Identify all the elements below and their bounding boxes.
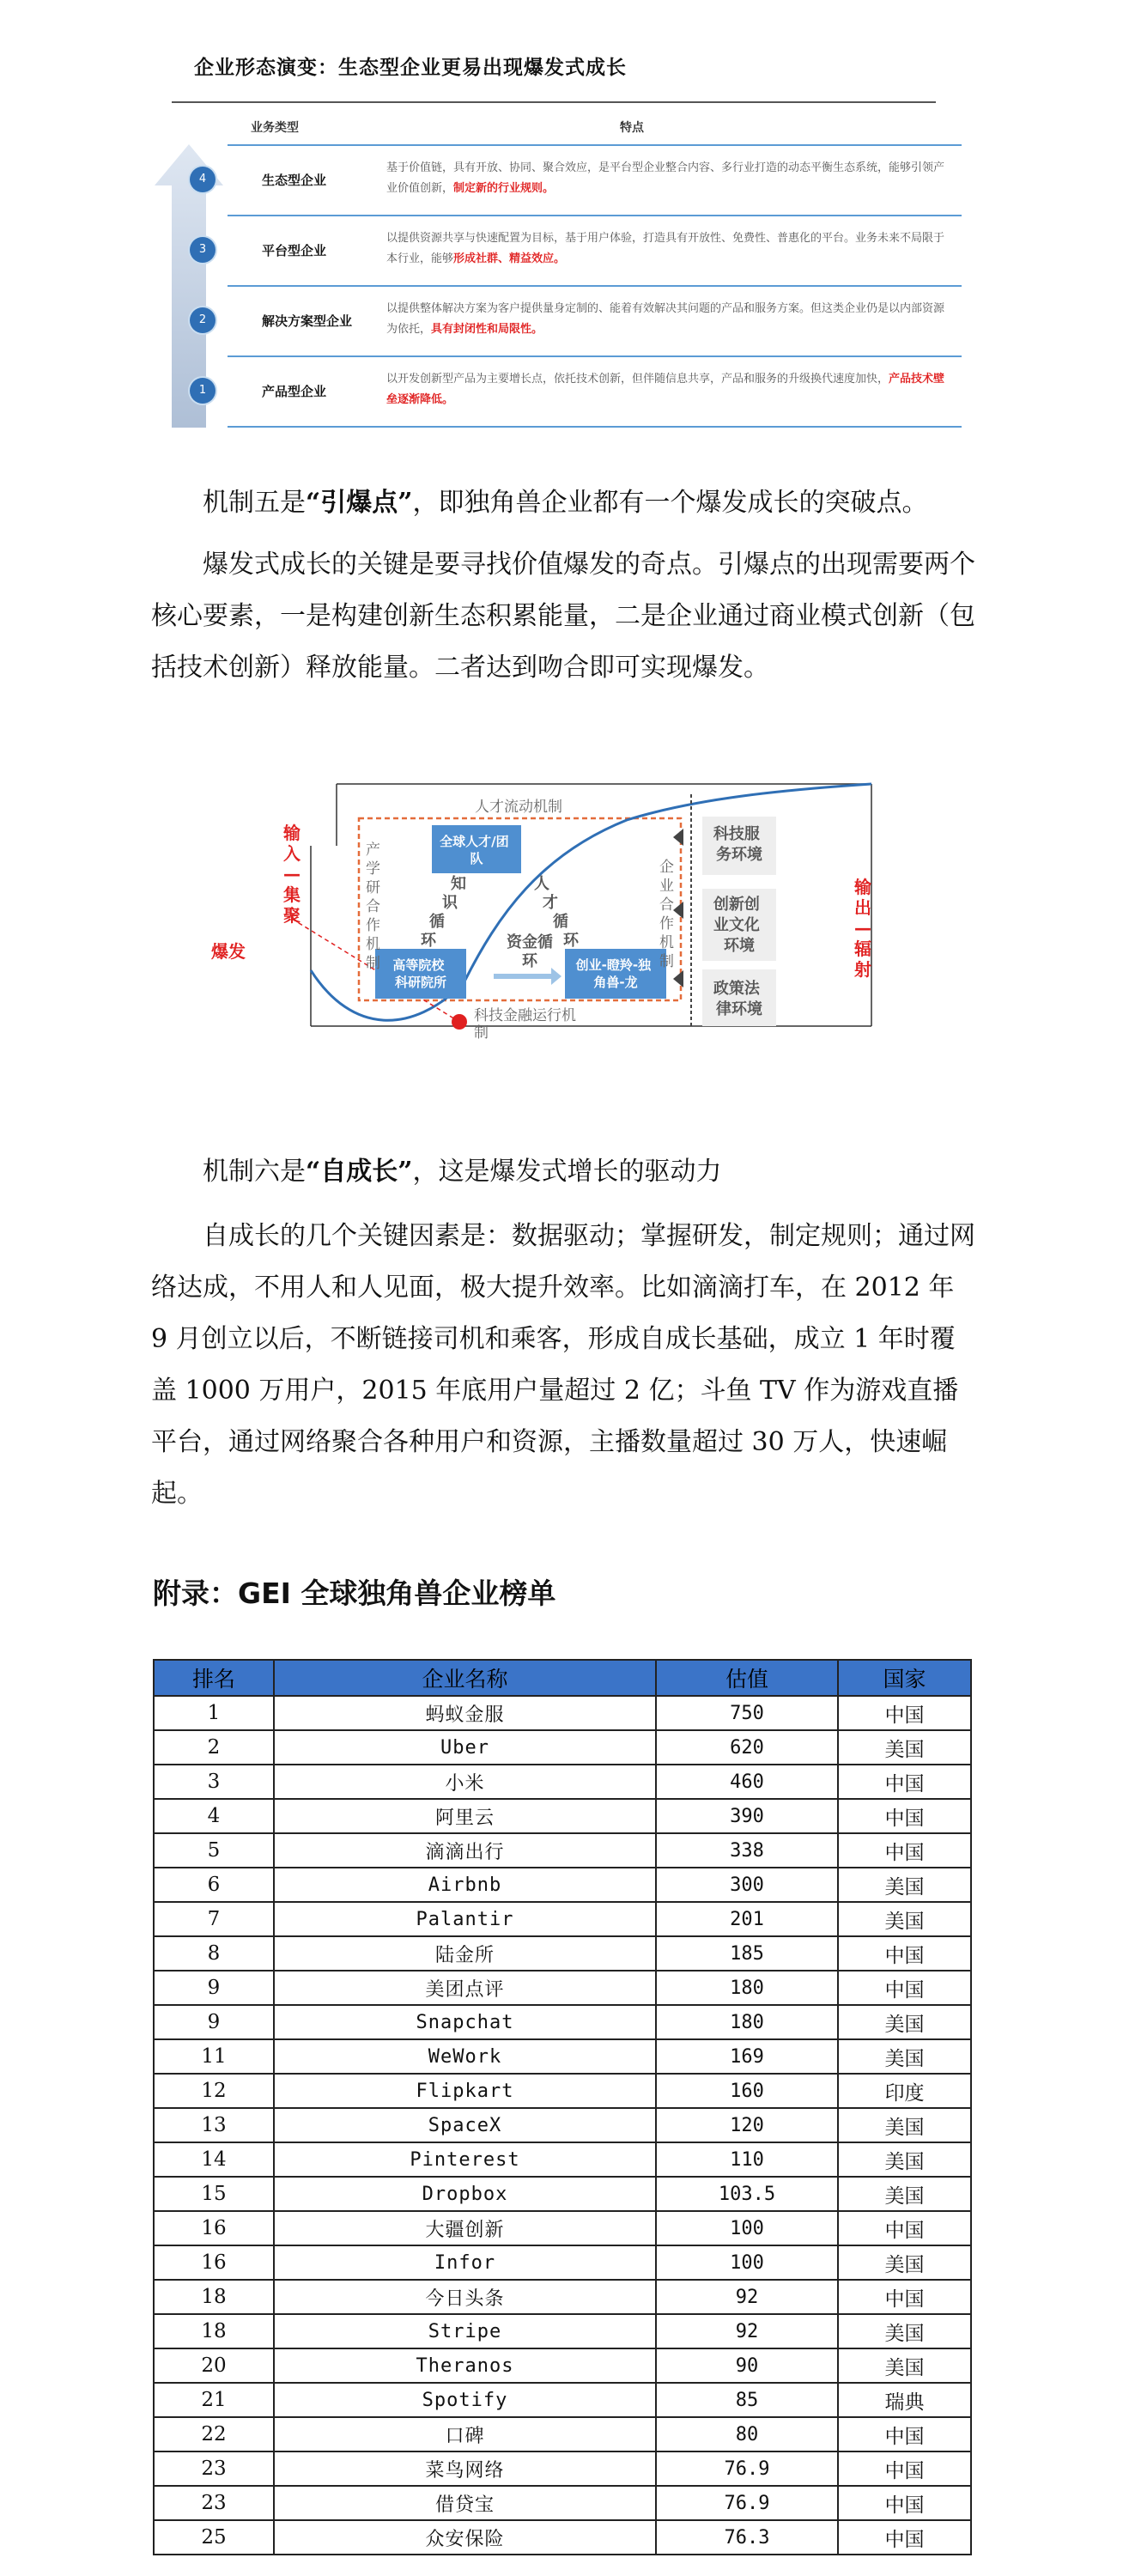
- table-row: [154, 2005, 971, 2039]
- cell-valuation: 338: [656, 1833, 838, 1868]
- paragraph-burst-growth: 爆发式成长的关键是要寻找价值爆发的奇点。引爆点的出现需要两个核心要素，一是构建创新生态积累能量，二是企业通过商业模式创新（包括技术创新）释放能量。二者达到吻合即可实现爆发。: [151, 550, 975, 683]
- cell-country: 中国: [838, 1799, 971, 1833]
- svg-text:创新创 业文化 环境: 创新创 业文化 环境: [713, 896, 760, 955]
- cell-valuation: 185: [656, 1936, 838, 1971]
- cell-country: 美国: [838, 2348, 971, 2383]
- table-row: [154, 2074, 971, 2108]
- tier-description: 基于价值链，具有开放、协同、聚合效应，是平台型企业整合内容、多行业打造的动态平衡生态系统，能够引领产业价值创新，制定新的行业规则。: [386, 161, 945, 195]
- cell-country: 中国: [838, 2211, 971, 2245]
- cell-company: 陆金所: [274, 1936, 656, 1971]
- cell-company: 滴滴出行: [274, 1833, 656, 1868]
- talent-flow-label: 人才流动机制: [475, 799, 562, 816]
- cell-country: 美国: [838, 1902, 971, 1936]
- table-row: [154, 2348, 971, 2383]
- global-talent-box: 全球人才/团: [440, 834, 509, 849]
- cell-company: Dropbox: [274, 2177, 656, 2211]
- knowledge-loop-label: 知: [451, 875, 466, 893]
- cell-rank: 16: [154, 2211, 274, 2245]
- cell-company: 阿里云: [274, 1799, 656, 1833]
- table-row: [154, 1936, 971, 1971]
- cell-company: Uber: [274, 1730, 656, 1765]
- svg-text:输 出 — 辐 射: 输 出 — 辐 射: [854, 877, 871, 980]
- cell-valuation: 110: [656, 2142, 838, 2177]
- table-row: [154, 1765, 971, 1799]
- table-row: [154, 1971, 971, 2005]
- tier-number-badge: 2: [190, 307, 215, 333]
- cell-country: 美国: [838, 2177, 971, 2211]
- cell-company: Spotify: [274, 2383, 656, 2417]
- cell-company: 大疆创新: [274, 2211, 656, 2245]
- burst-label: 爆发: [211, 941, 246, 962]
- table-row: [154, 2211, 971, 2245]
- table-row: [154, 1799, 971, 1833]
- cell-valuation: 100: [656, 2245, 838, 2280]
- cell-valuation: 620: [656, 1730, 838, 1765]
- table-row: [154, 1696, 971, 1730]
- cell-rank: 3: [154, 1765, 274, 1799]
- cell-valuation: 100: [656, 2211, 838, 2245]
- table-row: [154, 1833, 971, 1868]
- cell-valuation: 390: [656, 1799, 838, 1833]
- cell-country: 美国: [838, 2005, 971, 2039]
- cell-valuation: 180: [656, 2005, 838, 2039]
- svg-text:知 识 循 环: 知 识 循 环: [421, 875, 466, 950]
- tier-highlight: 形成社群、精益效应。: [453, 252, 566, 265]
- svg-text:创业-瞪羚-独 角兽-龙: 创业-瞪羚-独 角兽-龙: [575, 957, 652, 990]
- figure1-bottom-rule: [228, 426, 962, 428]
- tier-row-solution: [198, 285, 962, 357]
- cell-rank: 20: [154, 2348, 274, 2383]
- appendix-title: 附录：GEI 全球独角兽企业榜单: [153, 1577, 556, 1610]
- cell-country: 美国: [838, 2108, 971, 2142]
- figure1-header-type: 业务类型: [251, 121, 299, 135]
- cell-valuation: 180: [656, 1971, 838, 2005]
- capital-loop-label: 资金循: [507, 933, 553, 951]
- cell-valuation: 120: [656, 2108, 838, 2142]
- tier-row-product: [198, 355, 962, 428]
- paragraph-self-growth: 自成长的几个关键因素是：数据驱动；掌握研发，制定规则；通过网络达成，不用人和人见面，极大提升效率。比如滴滴打车，在 2012 年 9 月创立以后，不断链接司机和乘客，形成自成长基础，成立 1 年时覆盖 1000 万用户，2015 年底用户量超过 2 亿；斗鱼 TV 作为游戏直播平台，通过网络聚合各种用户和资源，主播数量超过 30 万人，快速崛起。: [151, 1221, 975, 1509]
- cell-rank: 23: [154, 2486, 274, 2520]
- cell-valuation: 76.3: [656, 2520, 838, 2555]
- tier-row-platform: [198, 215, 962, 287]
- table-row: [154, 1730, 971, 1765]
- cell-valuation: 90: [656, 2348, 838, 2383]
- tier-description: 以提供整体解决方案为客户提供量身定制的、能着有效解决其问题的产品和服务方案。但这类企业仍是以内部资源为依托，具有封闭性和局限性。: [386, 302, 945, 336]
- cell-country: 美国: [838, 2142, 971, 2177]
- cell-company: 小米: [274, 1765, 656, 1799]
- env-tech-service: 科技服: [713, 825, 760, 843]
- cell-valuation: 169: [656, 2039, 838, 2074]
- table-row: [154, 2245, 971, 2280]
- cell-country: 美国: [838, 2245, 971, 2280]
- tier-number-badge: 1: [190, 378, 215, 404]
- industry-academia-label: 产: [366, 841, 380, 859]
- cell-country: 中国: [838, 1833, 971, 1868]
- cell-country: 美国: [838, 2314, 971, 2348]
- tier-number-badge: 4: [190, 167, 215, 192]
- svg-text:企 业 合 作 机: 企 业 合 作 机 制: [659, 859, 674, 970]
- figure1-header-feature: 特点: [620, 121, 644, 135]
- cell-country: 中国: [838, 1936, 971, 1971]
- cell-valuation: 80: [656, 2417, 838, 2451]
- cell-country: 中国: [838, 2486, 971, 2520]
- cell-valuation: 76.9: [656, 2451, 838, 2486]
- tier-number-badge: 3: [190, 237, 215, 263]
- tier-name: 产品型企业: [262, 384, 327, 399]
- enterprise-coop-label: 企: [659, 859, 674, 876]
- cell-company: Palantir: [274, 1902, 656, 1936]
- fintech-label: 科技金融运行机: [474, 1007, 576, 1024]
- paragraph-mechanism-five: 机制五是“引爆点”，即独角兽企业都有一个爆发成长的突破点。: [203, 488, 928, 518]
- cell-company: Theranos: [274, 2348, 656, 2383]
- table-row: [154, 1902, 971, 1936]
- tier-name: 生态型企业: [262, 173, 327, 188]
- table-row: [154, 2280, 971, 2314]
- svg-text:科技金融运行机 制: 科技金融运行机 制: [474, 1007, 576, 1042]
- table-row: [154, 2314, 971, 2348]
- cell-company: Airbnb: [274, 1868, 656, 1902]
- cell-rank: 16: [154, 2245, 274, 2280]
- cell-rank: 1: [154, 1696, 274, 1730]
- table-row: [154, 1868, 971, 1902]
- cell-company: 蚂蚁金服: [274, 1696, 656, 1730]
- tier-highlight: 制定新的行业规则。: [453, 182, 555, 195]
- svg-text:科技服 务环境: 科技服 务环境: [713, 825, 762, 864]
- cell-valuation: 92: [656, 2280, 838, 2314]
- cell-company: 美团点评: [274, 1971, 656, 2005]
- cell-rank: 23: [154, 2451, 274, 2486]
- cell-valuation: 201: [656, 1902, 838, 1936]
- cell-country: 中国: [838, 2280, 971, 2314]
- column-header-company: 企业名称: [274, 1660, 656, 1696]
- cell-country: 中国: [838, 1765, 971, 1799]
- cell-valuation: 750: [656, 1696, 838, 1730]
- cell-company: 口碑: [274, 2417, 656, 2451]
- svg-text:资金循 环: 资金循 环: [507, 933, 553, 970]
- cell-company: Snapchat: [274, 2005, 656, 2039]
- cell-valuation: 160: [656, 2074, 838, 2108]
- cell-rank: 7: [154, 1902, 274, 1936]
- column-header-rank: 排名: [154, 1660, 274, 1696]
- startups-box: 创业-瞪羚-独: [575, 957, 652, 973]
- cell-rank: 12: [154, 2074, 274, 2108]
- column-header-country: 国家: [838, 1660, 971, 1696]
- cell-company: SpaceX: [274, 2108, 656, 2142]
- cell-rank: 22: [154, 2417, 274, 2451]
- cell-company: 众安保险: [274, 2520, 656, 2555]
- cell-rank: 9: [154, 1971, 274, 2005]
- table-row: [154, 2142, 971, 2177]
- cell-rank: 25: [154, 2520, 274, 2555]
- cell-valuation: 76.9: [656, 2486, 838, 2520]
- cell-rank: 2: [154, 1730, 274, 1765]
- cell-company: 今日头条: [274, 2280, 656, 2314]
- column-header-valuation: 估值: [656, 1660, 838, 1696]
- cell-rank: 14: [154, 2142, 274, 2177]
- cell-valuation: 103.5: [656, 2177, 838, 2211]
- cell-valuation: 460: [656, 1765, 838, 1799]
- cell-rank: 13: [154, 2108, 274, 2142]
- table-row: [154, 2039, 971, 2074]
- table-row: [154, 2451, 971, 2486]
- cell-country: 中国: [838, 1971, 971, 2005]
- cell-rank: 18: [154, 2280, 274, 2314]
- cell-company: 菜鸟网络: [274, 2451, 656, 2486]
- svg-text:高等院校 科研院所: 高等院校 科研院所: [392, 957, 447, 990]
- cell-company: Infor: [274, 2245, 656, 2280]
- cell-valuation: 300: [656, 1868, 838, 1902]
- input-label-char: 输: [283, 823, 300, 843]
- cell-rank: 11: [154, 2039, 274, 2074]
- cell-country: 中国: [838, 2451, 971, 2486]
- cell-company: Stripe: [274, 2314, 656, 2348]
- cell-company: Flipkart: [274, 2074, 656, 2108]
- table-row: [154, 2417, 971, 2451]
- tier-name: 解决方案型企业: [262, 313, 353, 329]
- env-innovation-culture: 创新创: [713, 896, 760, 914]
- table-header-row: [154, 1660, 971, 1696]
- cell-country: 中国: [838, 2520, 971, 2555]
- svg-text:全球人才/团 队: 全球人才/团 队: [440, 834, 509, 866]
- cell-country: 美国: [838, 1730, 971, 1765]
- output-label-char: 输: [854, 877, 871, 897]
- env-policy-law: 政策法: [713, 980, 760, 998]
- tier-name: 平台型企业: [262, 243, 327, 258]
- cell-company: WeWork: [274, 2039, 656, 2074]
- cell-country: 美国: [838, 1868, 971, 1902]
- tier-highlight: 产品技术壁垒逐渐降低。: [386, 373, 945, 406]
- figure1-divider: [172, 101, 936, 103]
- tier-row-ecosystem: [198, 144, 962, 216]
- cell-rank: 8: [154, 1936, 274, 1971]
- cell-valuation: 92: [656, 2314, 838, 2348]
- svg-text:输 入 — 集 聚: 输 入 — 集 聚: [283, 823, 300, 926]
- cell-rank: 21: [154, 2383, 274, 2417]
- cell-rank: 6: [154, 1868, 274, 1902]
- svg-text:政策法 律环境: 政策法 律环境: [713, 980, 762, 1018]
- cell-rank: 18: [154, 2314, 274, 2348]
- cell-country: 印度: [838, 2074, 971, 2108]
- tier-description: 以开发创新型产品为主要增长点，依托技术创新，但伴随信息共享，产品和服务的升级换代速度加快，产品技术壁垒逐渐降低。: [386, 373, 945, 406]
- cell-company: 借贷宝: [274, 2486, 656, 2520]
- figure1-title: 企业形态演变：生态型企业更易出现爆发式成长: [194, 56, 627, 79]
- unicorn-ranking-table: [153, 1659, 972, 2555]
- talent-loop-label: 人: [534, 875, 549, 893]
- svg-text:产 学 研 合 作: 产 学 研 合 作 机 制: [366, 841, 380, 972]
- universities-box: 高等院校: [392, 957, 445, 973]
- cell-company: Pinterest: [274, 2142, 656, 2177]
- cell-valuation: 85: [656, 2383, 838, 2417]
- table-row: [154, 2177, 971, 2211]
- table-row: [154, 2108, 971, 2142]
- paragraph-mechanism-six: 机制六是“自成长”，这是爆发式增长的驱动力: [203, 1157, 722, 1187]
- tier-description: 以提供资源共享与快速配置为目标，基于用户体验，打造具有开放性、免费性、普惠化的平台。业务未来不局限于本行业，能够形成社群、精益效应。: [386, 232, 945, 265]
- burst-growth-diagram: [211, 777, 884, 1060]
- cell-country: 美国: [838, 2039, 971, 2074]
- cell-country: 中国: [838, 1696, 971, 1730]
- cell-rank: 4: [154, 1799, 274, 1833]
- svg-text:人 才 循 环: 人 才 循 环: [534, 875, 579, 950]
- tier-highlight: 具有封闭性和局限性。: [431, 323, 543, 336]
- cell-country: 中国: [838, 2417, 971, 2451]
- cell-rank: 15: [154, 2177, 274, 2211]
- cell-rank: 5: [154, 1833, 274, 1868]
- table-row: [154, 2486, 971, 2520]
- table-row: [154, 2383, 971, 2417]
- cell-rank: 9: [154, 2005, 274, 2039]
- cell-country: 瑞典: [838, 2383, 971, 2417]
- table-row: [154, 2520, 971, 2555]
